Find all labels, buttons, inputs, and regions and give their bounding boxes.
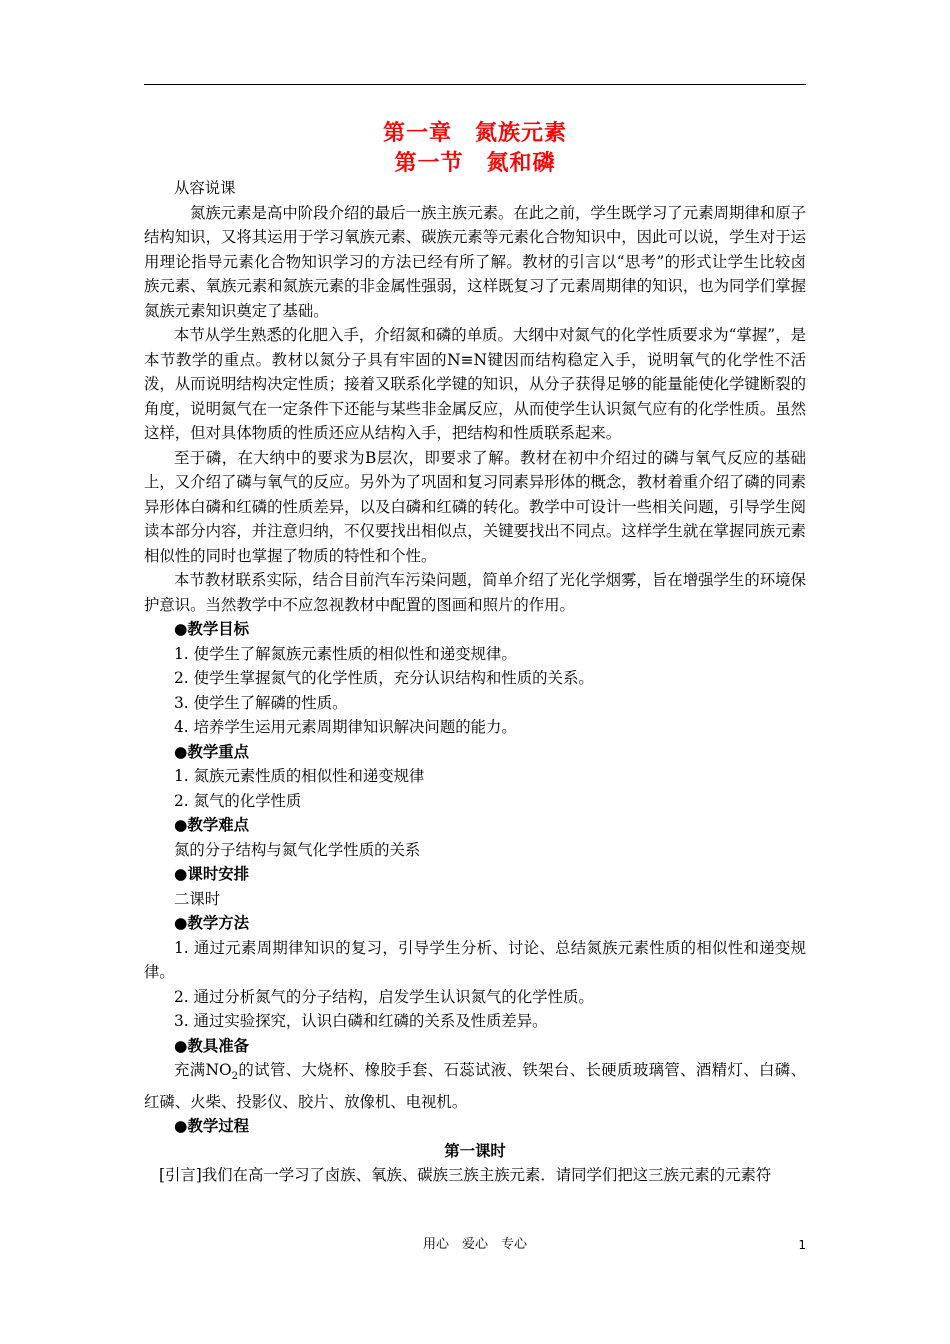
goal-item: 3. 使学生了解磷的性质。 (174, 693, 348, 712)
goals-heading: ●教学目标 (174, 620, 249, 638)
section-title: 第一节 氮和磷 (394, 150, 556, 176)
chapter-title: 第一章 氮族元素 (382, 120, 567, 146)
paragraph-1: 氮族元素是高中阶段介绍的最后一族主族元素。在此之前，学生既学习了元素周期律和原子结构知识，又将其运用于学习氧族元素、碳族元素等元素化合物知识中，因此可以说，学生对于运用理论指导元素化合物知识学习的方法已经有所了解。教材的引言以“思考”的形式让学生比较卤族元素、氧族元素和氮族元素的非金属性强弱，这样既复习了元素周期律的知识，也为同学们掌握氮族元素知识奠定了基础。 (144, 203, 806, 320)
difficulty-heading: ●教学难点 (174, 816, 249, 834)
page-footer (144, 1236, 806, 1254)
key-points-heading: ●教学重点 (174, 742, 249, 761)
process-heading: ●教学过程 (174, 1117, 249, 1136)
document-body (144, 176, 806, 1188)
method-item: 2. 通过分析氮气的分子结构，启发学生认识氮气的化学性质。 (174, 987, 594, 1006)
lesson-title: 第一课时 (444, 1141, 506, 1160)
key-point-item: 1. 氮族元素性质的相似性和递变规律 (174, 767, 425, 785)
method-item: 1. 通过元素周期律知识的复习，引导学生分析、讨论、总结氮族元素性质的相似性和递变规律。 (144, 938, 806, 981)
paragraph-3: 至于磷，在大纳中的要求为B层次，即要求了解。教材在初中介绍过的磷与氧气反应的基础上，又介绍了磷与氧气的反应。另外为了巩固和复习同素异形体的概念，教材着重介绍了磷的同素异形体白磷和红磷的性质差异，以及白磷和红磷的转化。教学中可设计一些相关问题，引导学生阅读本部分内容，并注意归纳，不仅要找出相似点，关键要找出不同点。这样学生就在掌握同族元素相似性的同时也掌握了物质的特性和个性。 (144, 448, 806, 565)
title-block (144, 118, 806, 178)
method-item: 3. 通过实验探究，认识白磷和红磷的关系及性质差异。 (174, 1012, 548, 1030)
paragraph-2: 本节从学生熟悉的化肥入手，介绍氮和磷的单质。大纲中对氮气的化学性质要求为“掌握”，是本节教学的重点。教材以氮分子具有牢固的N≡N键因而结构稳定入手，说明氧气的化学性不活泼，从而说明结构决定性质；接着又联系化学键的知识，从分子获得足够的能量能使化学键断裂的角度，说明氮气在一定条件下还能与某些非金属反应，从而使学生认识氮气应有的化学性质。虽然这样，但对具体物质的性质还应从结构入手，把结构和性质联系起来。 (144, 326, 806, 442)
difficulty-text: 氮的分子结构与氮气化学性质的关系 (174, 840, 421, 859)
paragraph-4: 本节教材联系实际，结合目前汽车污染问题，简单介绍了光化学烟雾，旨在增强学生的环境保护意识。当然教学中不应忽视教材中配置的图画和照片的作用。 (144, 571, 806, 614)
intro-label: 从容说课 (174, 179, 236, 197)
footer-slogan: 用心 爱心 专心 (422, 1237, 527, 1252)
goal-item: 4. 培养学生运用元素周期律知识解决问题的能力。 (174, 718, 517, 736)
header-rule (144, 84, 806, 85)
key-point-item: 2. 氮气的化学性质 (174, 791, 302, 810)
page-number: 1 (798, 1238, 806, 1252)
goal-item: 2. 使学生掌握氮气的化学性质，充分认识结构和性质的关系。 (174, 669, 594, 687)
tools-text-end: 的试管、大烧杯、橡胶手套、石蕊试液、铁架台、长硬质玻璃管、酒精灯、白磷、红磷、火柴、投影仪、胶片、放像机、电视机。 (144, 1061, 806, 1111)
schedule-text: 二课时 (174, 889, 221, 908)
methods-heading: ●教学方法 (174, 914, 249, 932)
tools-heading: ●教具准备 (174, 1036, 249, 1055)
tools-text (144, 1058, 806, 1114)
goal-item: 1. 使学生了解氮族元素性质的相似性和递变规律。 (174, 644, 517, 663)
tools-subscript: 2 (231, 1071, 239, 1083)
intro-line: [引言]我们在高一学习了卤族、氧族、碳族三族主族元素．请同学们把这三族元素的元素符 (159, 1166, 772, 1185)
tools-text-start: 充满NO (174, 1061, 232, 1079)
schedule-heading: ●课时安排 (174, 865, 249, 883)
